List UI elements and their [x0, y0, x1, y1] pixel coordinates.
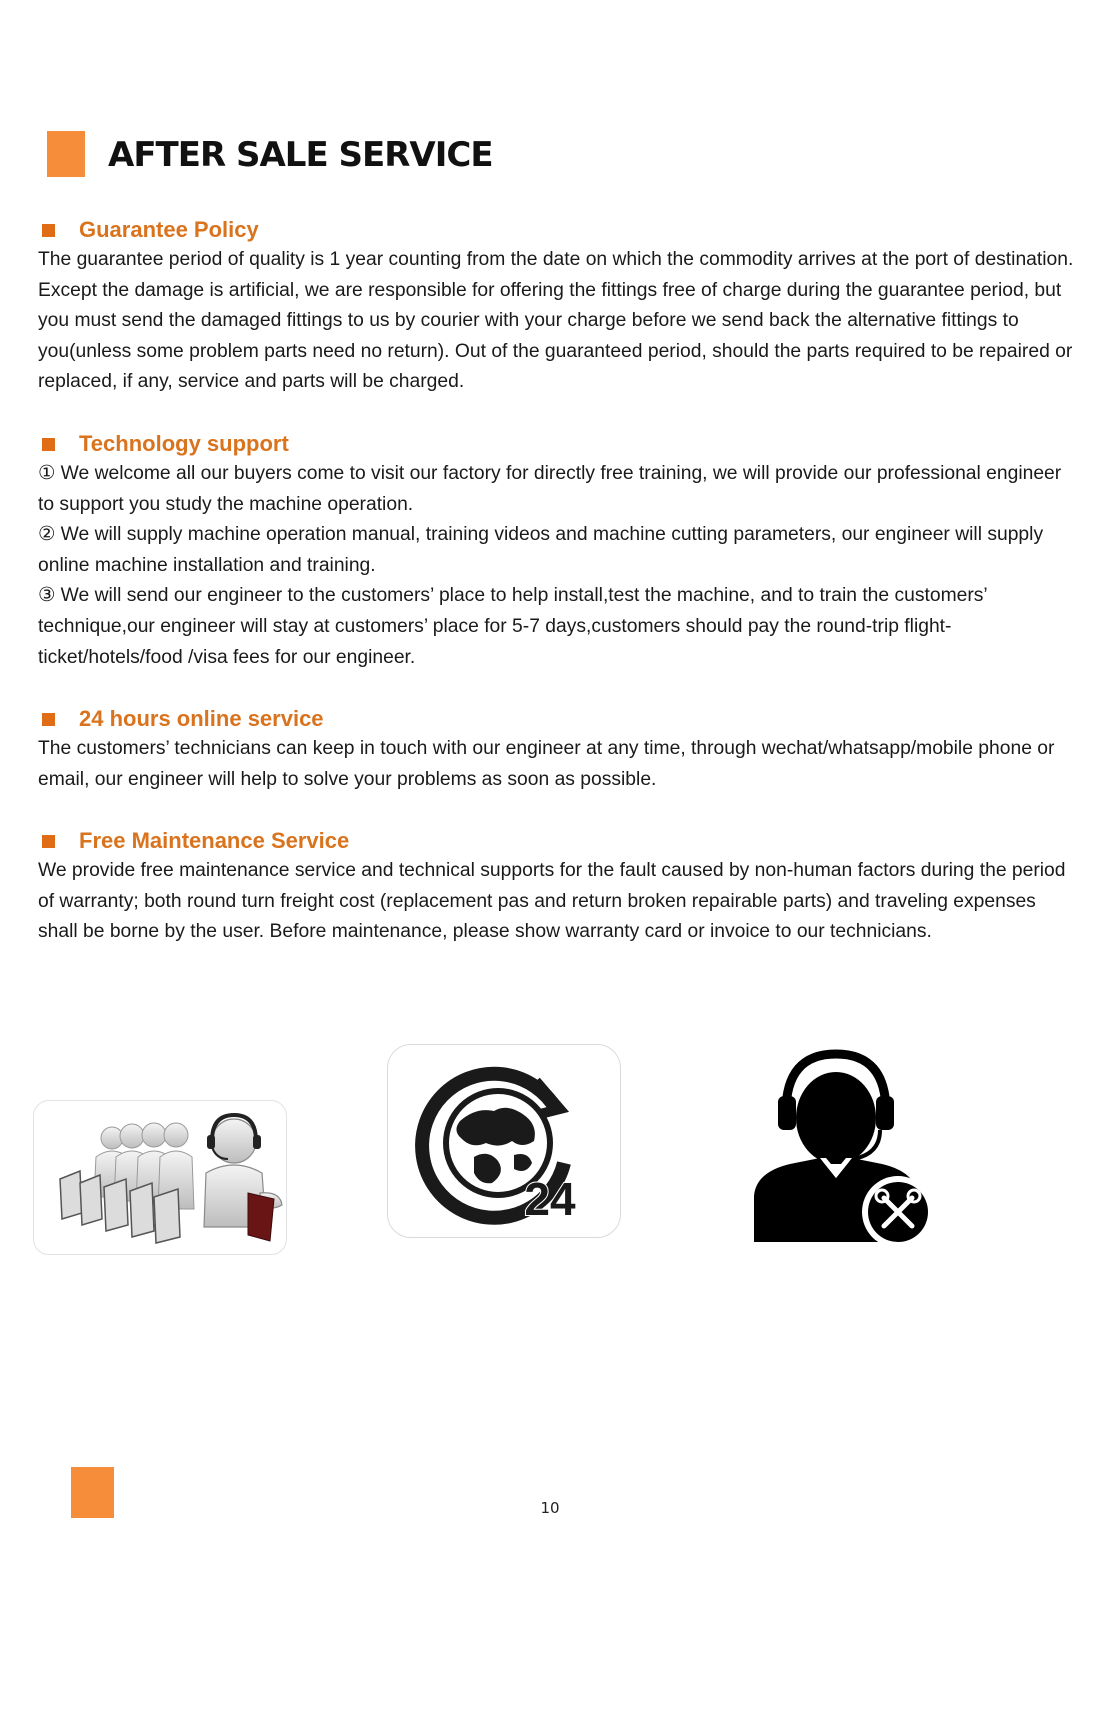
section-title: Guarantee Policy	[79, 217, 259, 242]
section-paragraph: ① We welcome all our buyers come to visit our factory for directly free training, we will provide our professional engineer to support you study the machine operation.	[38, 463, 1062, 515]
call-center-illustration	[33, 1100, 287, 1255]
section-free-maintenance-service	[38, 826, 1078, 948]
section-paragraph: ② We will supply machine operation manual, training videos and machine cutting parameters, our engineer will supply online machine installation and training.	[38, 524, 1044, 576]
section-paragraph: The guarantee period of quality is 1 year counting from the date on which the commodity arrives at the port of destination. Except the damage is artificial, we are responsible for offering the fittings free of charge during the guarantee period, but you must send the damaged fittings to us by courier with your charge before we send back the alternative fittings to you(unless some problem parts need no return). Out of the guaranteed period, should the parts required to be repaired or replaced, if any, service and parts will be charged.	[38, 249, 1074, 393]
page-number: 10	[540, 1499, 560, 1517]
section-title: 24 hours online service	[79, 706, 324, 731]
section-header	[38, 429, 1078, 459]
section-paragraph: We provide free maintenance service and technical supports for the fault caused by non-human factors during the period of warranty; both round turn freight cost (replacement pas and return broken repairable parts) and traveling expenses shall be borne by the user. Before maintenance, please show warranty card or invoice to our technicians.	[38, 860, 1066, 943]
globe-24-label: 24	[524, 1173, 576, 1225]
call-center-icon	[34, 1101, 286, 1254]
section-title: Technology support	[79, 431, 289, 456]
section-header	[38, 704, 1078, 734]
footer-accent-block	[71, 1467, 114, 1518]
section-paragraph: The customers’ technicians can keep in touch with our engineer at any time, through wechat/whatsapp/mobile phone or email, our engineer will help to solve your problems as soon as possible.	[38, 738, 1055, 790]
section-header	[38, 826, 1078, 856]
page-title: AFTER SALE SERVICE	[108, 135, 493, 175]
support-agent-icon	[750, 1046, 940, 1246]
square-bullet-icon	[42, 713, 55, 726]
section-paragraph: ③ We will send our engineer to the customers’ place to help install,test the machine, and to train the customers’ technique,our engineer will stay at customers’ place for 5-7 days,customers should pay the round-trip flight-ticket/hotels/food /visa fees for our engineer.	[38, 585, 987, 668]
globe-24-hours-icon	[387, 1044, 621, 1238]
square-bullet-icon	[42, 224, 55, 237]
section-title: Free Maintenance Service	[79, 828, 350, 853]
title-accent-block	[47, 131, 85, 177]
section-technology-support	[38, 429, 1078, 673]
section-guarantee-policy	[38, 215, 1078, 398]
square-bullet-icon	[42, 835, 55, 848]
section-header	[38, 215, 1078, 245]
section-24-hours-online-service	[38, 704, 1078, 795]
square-bullet-icon	[42, 438, 55, 451]
